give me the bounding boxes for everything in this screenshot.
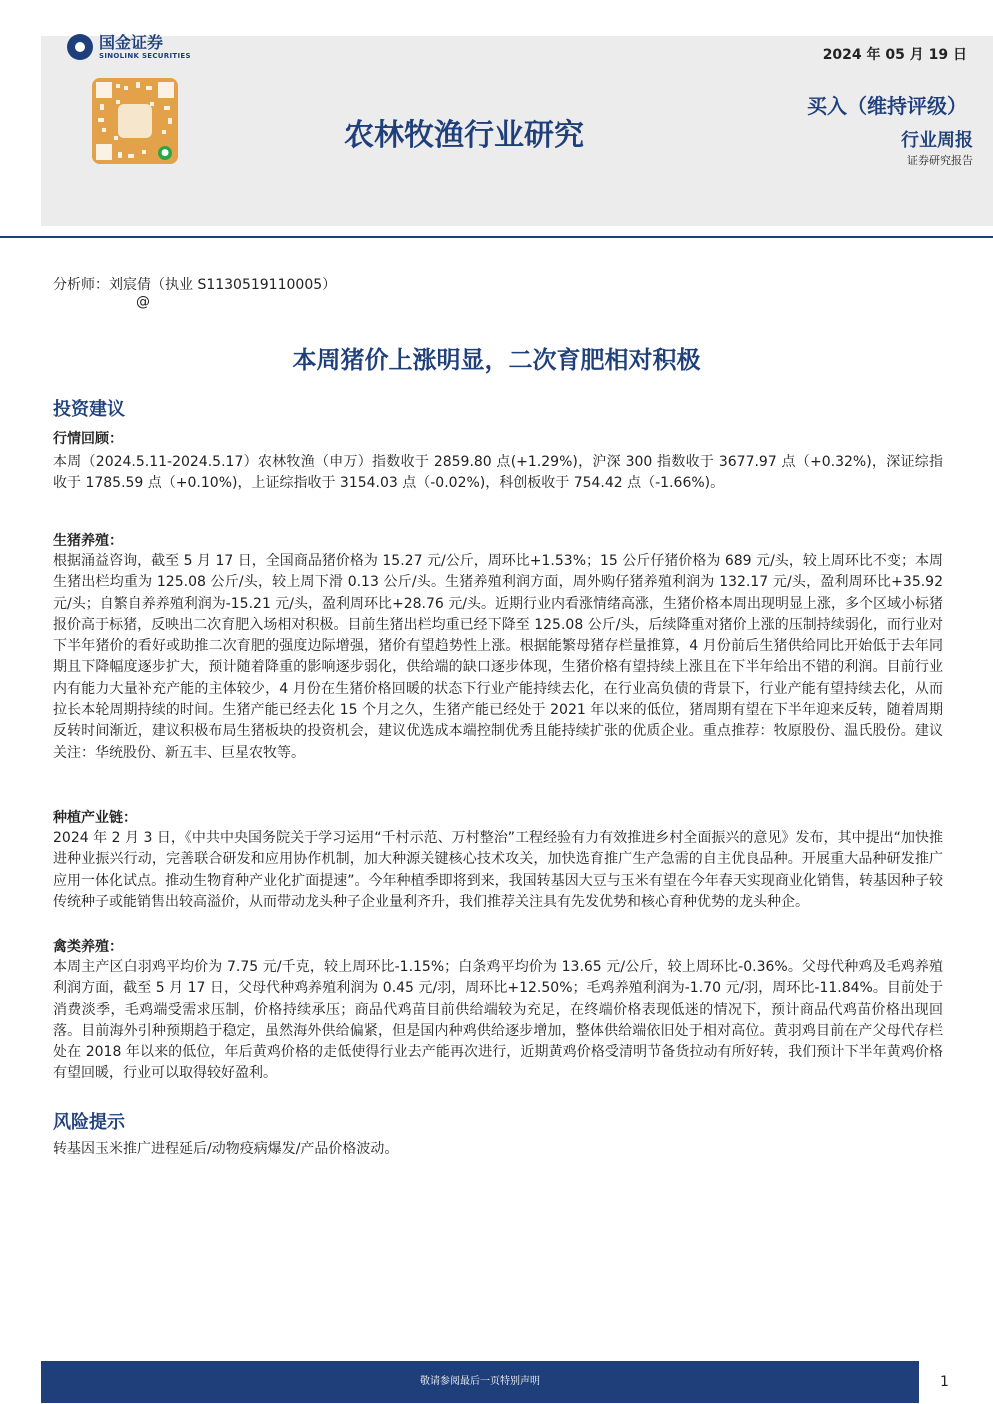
heading-hog-farming: 生猪养殖： bbox=[53, 533, 123, 549]
wechat-badge-icon: ● bbox=[158, 146, 172, 160]
logo-mark-icon bbox=[67, 34, 93, 60]
report-type: 行业周报 bbox=[901, 130, 973, 151]
company-logo bbox=[67, 34, 191, 60]
logo-name-cn: 国金证券 bbox=[99, 33, 164, 52]
heading-planting-chain: 种植产业链： bbox=[53, 810, 137, 826]
paragraph-market-review: 本周（2024.5.11-2024.5.17）农林牧渔（申万）指数收于 2859.80 点(+1.29%)，沪深 300 指数收于 3677.97 点（+0.32%)，深证综指收于 1785.59 点（+0.10%)，上证综指收于 3154.03 点（-0.02%)，科创板收于 754.42 点（-1.66%)。 bbox=[53, 454, 943, 492]
paragraph-hog-farming: 根据涌益咨询，截至 5 月 17 日，全国商品猪价格为 15.27 元/公斤，周环比+1.53%；15 公斤仔猪价格为 689 元/头，较上周环比不变；本周生猪出栏均重为 125.08 公斤/头，较上周下滑 0.13 公斤/头。生猪养殖利润方面，周外购仔猪养殖利润为 132.17 元/头，盈利周环比+35.92 元/头；自繁自养养殖利润为-15.21 元/头，盈利周环比+28.76 元/头。近期行业内看涨情绪高涨，生猪价格本周出现明显上涨，多个区域小标猪报价高于标猪，反映出二次育肥入场相对积极。目前生猪出栏均重已经下降至 125.08 公斤/头，后续降重对猪价上涨的压制持续弱化，而行业对下半年猪价的看好或助推二次育肥的强度边际增强，猪价有望趋势性上涨。根据能繁母猪存栏量推算，4 月份前后生猪供给同比开始低于去年同期且下降幅度逐步扩大，预计随着降重的影响逐步弱化，供给端的缺口逐步体现，生猪价格有望持续上涨且在下半年给出不错的利润。目前行业内有能力大量补充产能的主体较少，4 月份在生猪价格回暖的状态下行业产能持续去化，在行业高负债的背景下，行业产能有望持续去化，从而拉长本轮周期持续的时间。生猪产能已经去化 15 个月之久，生猪产能已经处于 2021 年以来的低位，猪周期有望在下半年迎来反转，随着周期反转时间渐近，建议积极布局生猪板块的投资机会，建议优选成本端控制优秀且能持续扩张的优质企业。重点推荐：牧原股份、温氏股份。建议关注：华统股份、新五丰、巨星农牧等。 bbox=[53, 553, 943, 761]
paragraph-poultry: 本周主产区白羽鸡平均价为 7.75 元/千克，较上周环比-1.15%；白条鸡平均价为 13.65 元/公斤，较上周环比-0.36%。父母代种鸡及毛鸡养殖利润方面，截至 5 月 17 日，父母代种鸡养殖利润为 0.45 元/羽，周环比+12.50%；毛鸡养殖利润为-1.70 元/羽，周环比-11.84%。目前处于消费淡季，毛鸡端受需求压制，价格持续承压；商品代鸡苗目前供给端较为充足，在终端价格表现低迷的情况下，预计商品代鸡苗价格出现回落。目前海外引种预期趋于稳定，虽然海外供给偏紧，但是国内种鸡供给逐步增加，整体供给端依旧处于相对高位。黄羽鸡目前在产父母代存栏处在 2018 年以来的低位，年后黄鸡价格的走低使得行业去产能再次进行，近期黄鸡价格受清明节备货拉动有所好转，我们预计下半年黄鸡价格有望回暖，行业可以取得较好盈利。 bbox=[53, 959, 943, 1082]
paragraph-planting-chain: 2024 年 2 月 3 日，《中共中央国务院关于学习运用“千村示范、万村整治”工程经验有力有效推进乡村全面振兴的意见》发布，其中提出“加快推进种业振兴行动，完善联合研发和应用协作机制，加大种源关键核心技术攻关，加快选育推广生产急需的自主优良品种。开展重大品种研发推广应用一体化试点。推动生物育种产业化扩面提速”。今年种植季即将到来，我国转基因大豆与玉米有望在今年春天实现商业化销售，转基因种子较传统种子或能销售出较高溢价，从而带动龙头种子企业量利齐升，我们推荐关注具有先发优势和核心育种优势的龙头种企。 bbox=[53, 830, 943, 910]
analyst-email: @ bbox=[136, 294, 150, 310]
report-industry-title: 农林牧渔行业研究 bbox=[344, 118, 584, 153]
main-title: 本周猪价上涨明显，二次育肥相对积极 bbox=[292, 346, 701, 374]
section-title-risk: 风险提示 bbox=[53, 1112, 125, 1133]
footer-disclaimer-notice: 敬请参阅最后一页特别声明 bbox=[420, 1376, 540, 1387]
logo-name-en: SINOLINK SECURITIES bbox=[99, 52, 191, 60]
analyst-line: 分析师：刘宸倩（执业 S1130519110005） bbox=[53, 277, 337, 293]
report-date: 2024 年 05 月 19 日 bbox=[822, 47, 967, 63]
footer-bar bbox=[41, 1361, 919, 1403]
heading-poultry: 禽类养殖： bbox=[53, 939, 123, 955]
page-number: 1 bbox=[940, 1374, 949, 1390]
header-divider bbox=[0, 236, 993, 238]
paragraph-risk: 转基因玉米推广进程延后/动物疫病爆发/产品价格波动。 bbox=[53, 1141, 399, 1157]
section-title-investment: 投资建议 bbox=[53, 399, 125, 420]
rating-badge: 买入（维持评级） bbox=[807, 94, 967, 118]
report-category: 证券研究报告 bbox=[907, 154, 973, 167]
qr-code-icon bbox=[92, 78, 178, 164]
qr-center-logo bbox=[118, 104, 152, 138]
heading-market-review: 行情回顾： bbox=[53, 431, 123, 447]
